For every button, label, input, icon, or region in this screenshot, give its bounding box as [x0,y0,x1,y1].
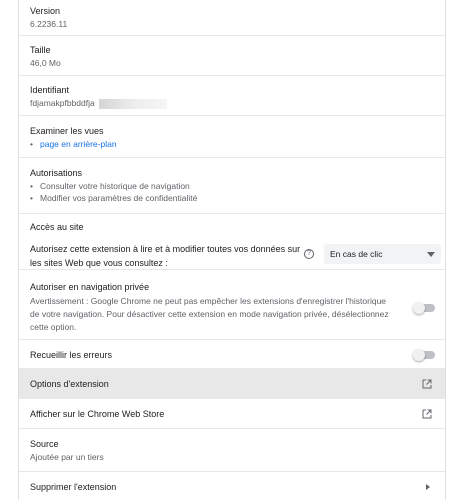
inspect-views-label: Examiner les vues [30,126,104,136]
permissions-list [30,180,197,204]
collect-errors-row [19,340,445,369]
site-access-label: Accès au site [30,222,84,232]
inspect-views-list [30,139,117,149]
permissions-row [19,158,445,214]
inspect-views-row [19,116,445,158]
web-store-row[interactable] [19,399,445,429]
toggle-knob [413,302,425,314]
version-row [19,0,445,36]
open-in-new-icon [422,409,432,419]
size-label: Taille [30,45,51,55]
redacted-identifier [99,99,167,109]
toggle-knob [413,349,425,361]
collect-errors-toggle[interactable] [415,351,435,359]
extension-details-card [18,0,446,500]
extension-options-label: Options d'extension [30,379,109,389]
identifier-label: Identifiant [30,85,70,95]
chevron-down-icon [427,252,435,257]
source-row [19,429,445,472]
collect-errors-label: Recueillir les erreurs [30,350,113,360]
identifier-row [19,76,445,116]
size-row [19,36,445,76]
incognito-description: Avertissement : Google Chrome ne peut pas empêcher les extensions d'enregistrer l'historique de votre navigation. Pour désactiver cette extension en mode navigation privée, désélectionnez cette option. [30,296,389,332]
remove-extension-row[interactable] [19,472,445,500]
extension-options-row[interactable] [19,369,445,399]
incognito-toggle[interactable] [415,304,435,312]
permissions-label: Autorisations [30,168,83,178]
source-label: Source [30,439,59,449]
site-access-select[interactable] [324,244,441,264]
incognito-label: Autoriser en navigation privée [30,282,150,292]
background-page-link[interactable]: • page en arrière-plan [30,139,117,149]
web-store-label: Afficher sur le Chrome Web Store [30,409,165,419]
help-icon[interactable]: ? [304,249,314,259]
site-access-description: Autorisez cette extension à lire et à modifier toutes vos données sur les sites Web que vous consultez : [30,244,301,268]
site-access-selected: En cas de clic [330,249,383,259]
source-value: Ajoutée par un tiers [30,452,104,462]
version-label: Version [30,6,61,16]
version-value: 6.2236.11 [30,19,68,29]
identifier-value: fdjamakpfbbddfja [30,98,95,108]
identifier-value-line [30,98,167,109]
permission-item: • Consulter votre historique de navigation [30,180,197,192]
remove-extension-label: Supprimer l'extension [30,482,117,492]
open-in-new-icon [422,379,432,389]
incognito-row [19,270,445,340]
permission-item: • Modifier vos paramètres de confidentialité [30,192,197,204]
site-access-row [19,214,445,270]
size-value: 46,0 Mo [30,58,61,68]
chevron-right-icon [426,484,430,490]
